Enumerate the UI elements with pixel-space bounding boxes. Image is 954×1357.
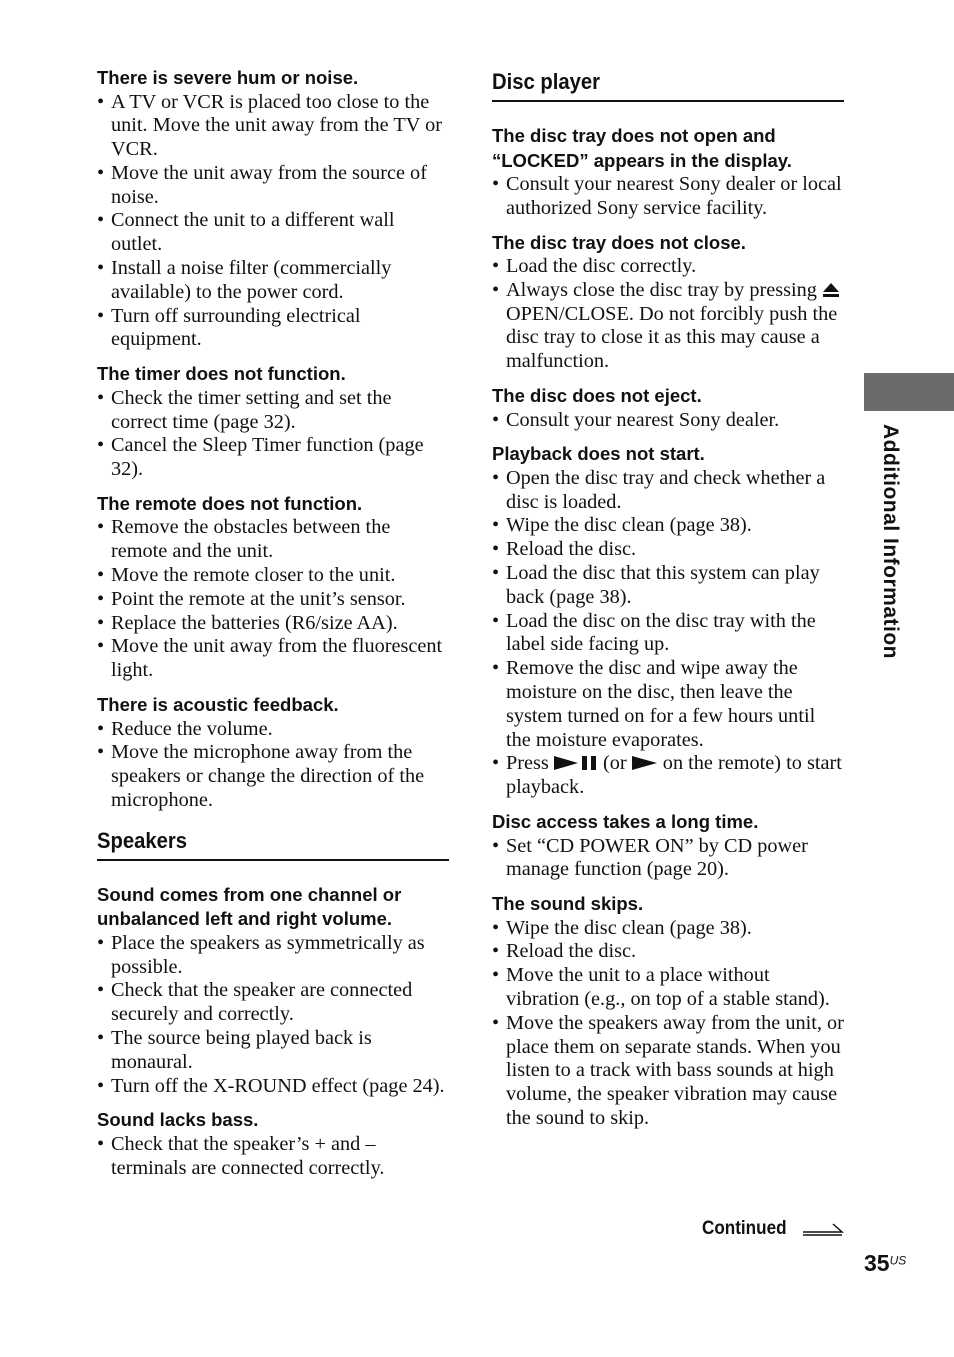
list-item: • Turn off the X-ROUND effect (page 24).	[97, 1075, 449, 1099]
list-item: • Reload the disc.	[492, 940, 844, 964]
list-item: • Consult your nearest Sony dealer or local authorized Sony service facility.	[492, 173, 844, 221]
list-hum-noise	[97, 91, 449, 353]
list-item: • Reload the disc.	[492, 538, 844, 562]
heading-sound-skips: The sound skips.	[492, 893, 644, 915]
heading-feedback: There is acoustic feedback.	[97, 694, 339, 716]
heading-tray-not-close: The disc tray does not close.	[492, 231, 746, 253]
list-item	[492, 752, 844, 800]
list-feedback	[97, 718, 449, 813]
list-item: • Move the unit to a place without vibration (e.g., on top of a stable stand).	[492, 964, 844, 1012]
list-item: • Move the unit away from the source of noise.	[97, 162, 449, 210]
section-title-disc-player: Disc player	[492, 69, 601, 94]
list-item-text: (or	[602, 752, 627, 775]
right-column	[492, 66, 844, 1131]
side-tab-label: Additional Information	[879, 424, 902, 659]
list-item: • Load the disc that this system can play back (page 38).	[492, 562, 844, 610]
list-item: • Move the speakers away from the unit, or place them on separate stands. When you listen to a track with bass sounds at high volume, the speaker vibration may cause the sound to skip.	[492, 1012, 844, 1131]
list-item-text: Always close the disc tray by pressing	[506, 278, 817, 301]
play-icon	[632, 755, 658, 771]
page-number	[864, 1250, 906, 1277]
heading-remote: The remote does not function.	[97, 492, 363, 514]
list-playback	[492, 467, 844, 800]
page-number-suffix: US	[889, 1253, 907, 1268]
page-number-value: 35	[864, 1250, 890, 1276]
list-item: • Connect the unit to a different wall outlet.	[97, 209, 449, 257]
section-rule	[97, 859, 449, 861]
list-item: • Consult your nearest Sony dealer.	[492, 409, 844, 433]
heading-one-channel: Sound comes from one channel or unbalanced left and right volume.	[97, 883, 402, 930]
list-item: • Turn off surrounding electrical equipment.	[97, 305, 449, 353]
list-sound-skips	[492, 917, 844, 1131]
eject-icon	[822, 282, 840, 298]
heading-disc-access: Disc access takes a long time.	[492, 811, 759, 833]
list-item: • Point the remote at the unit’s sensor.	[97, 588, 449, 612]
heading-timer: The timer does not function.	[97, 363, 346, 385]
list-item-text: Press	[506, 752, 549, 775]
heading-hum-noise: There is severe hum or noise.	[97, 67, 359, 88]
list-item: • Load the disc correctly.	[492, 255, 844, 279]
list-item: • Move the remote closer to the unit.	[97, 564, 449, 588]
list-bass	[97, 1133, 449, 1181]
list-item: • The source being played back is monaural.	[97, 1027, 449, 1075]
list-item	[492, 279, 844, 374]
list-item: • Wipe the disc clean (page 38).	[492, 514, 844, 538]
list-item: • Check that the speaker’s + and – terminals are connected correctly.	[97, 1133, 449, 1181]
list-item: • Move the microphone away from the speakers or change the direction of the microphone.	[97, 741, 449, 812]
list-item: • Check that the speaker are connected securely and correctly.	[97, 979, 449, 1027]
section-rule	[492, 100, 844, 102]
continued-label: Continued	[702, 1218, 787, 1239]
side-tab-marker	[864, 373, 954, 411]
list-item-text: OPEN/CLOSE. Do not forcibly push the disc tray to close it as this may cause a malfunction.	[506, 302, 838, 373]
play-pause-icon	[554, 755, 598, 771]
list-one-channel	[97, 932, 449, 1099]
list-item: • Check the timer setting and set the correct time (page 32).	[97, 387, 449, 435]
heading-tray-locked: The disc tray does not open and “LOCKED” appears in the display.	[492, 125, 792, 171]
list-item: • Replace the batteries (R6/size AA).	[97, 612, 449, 636]
continued-indicator	[702, 1218, 844, 1240]
list-item: • Reduce the volume.	[97, 718, 449, 742]
list-item: • Remove the disc and wipe away the moisture on the disc, then leave the system turned on for a few hours until the moisture evaporates.	[492, 657, 844, 752]
list-item: • Load the disc on the disc tray with the label side facing up.	[492, 610, 844, 658]
section-title-speakers: Speakers	[97, 827, 188, 853]
list-tray-locked	[492, 173, 844, 221]
list-disc-access	[492, 835, 844, 883]
list-item-text: on the remote) to start playback.	[506, 752, 842, 799]
list-item: • Remove the obstacles between the remote and the unit.	[97, 516, 449, 564]
list-item: • Open the disc tray and check whether a disc is loaded.	[492, 467, 844, 515]
arrow-icon	[802, 1221, 844, 1237]
list-item: • A TV or VCR is placed too close to the unit. Move the unit away from the TV or VCR.	[97, 91, 449, 162]
heading-playback: Playback does not start.	[492, 443, 705, 465]
list-no-eject	[492, 409, 844, 433]
list-item: • Cancel the Sleep Timer function (page 32).	[97, 434, 449, 482]
list-tray-not-close	[492, 255, 844, 374]
heading-bass: Sound lacks bass.	[97, 1109, 259, 1131]
list-item: • Place the speakers as symmetrically as possible.	[97, 932, 449, 980]
list-item: • Install a noise filter (commercially available) to the power cord.	[97, 257, 449, 305]
list-remote	[97, 516, 449, 683]
left-column	[97, 66, 449, 1180]
list-timer	[97, 387, 449, 482]
list-item: • Set “CD POWER ON” by CD power manage function (page 20).	[492, 835, 844, 883]
heading-no-eject: The disc does not eject.	[492, 385, 702, 407]
list-item: • Move the unit away from the fluorescent light.	[97, 635, 449, 683]
list-item: • Wipe the disc clean (page 38).	[492, 917, 844, 941]
